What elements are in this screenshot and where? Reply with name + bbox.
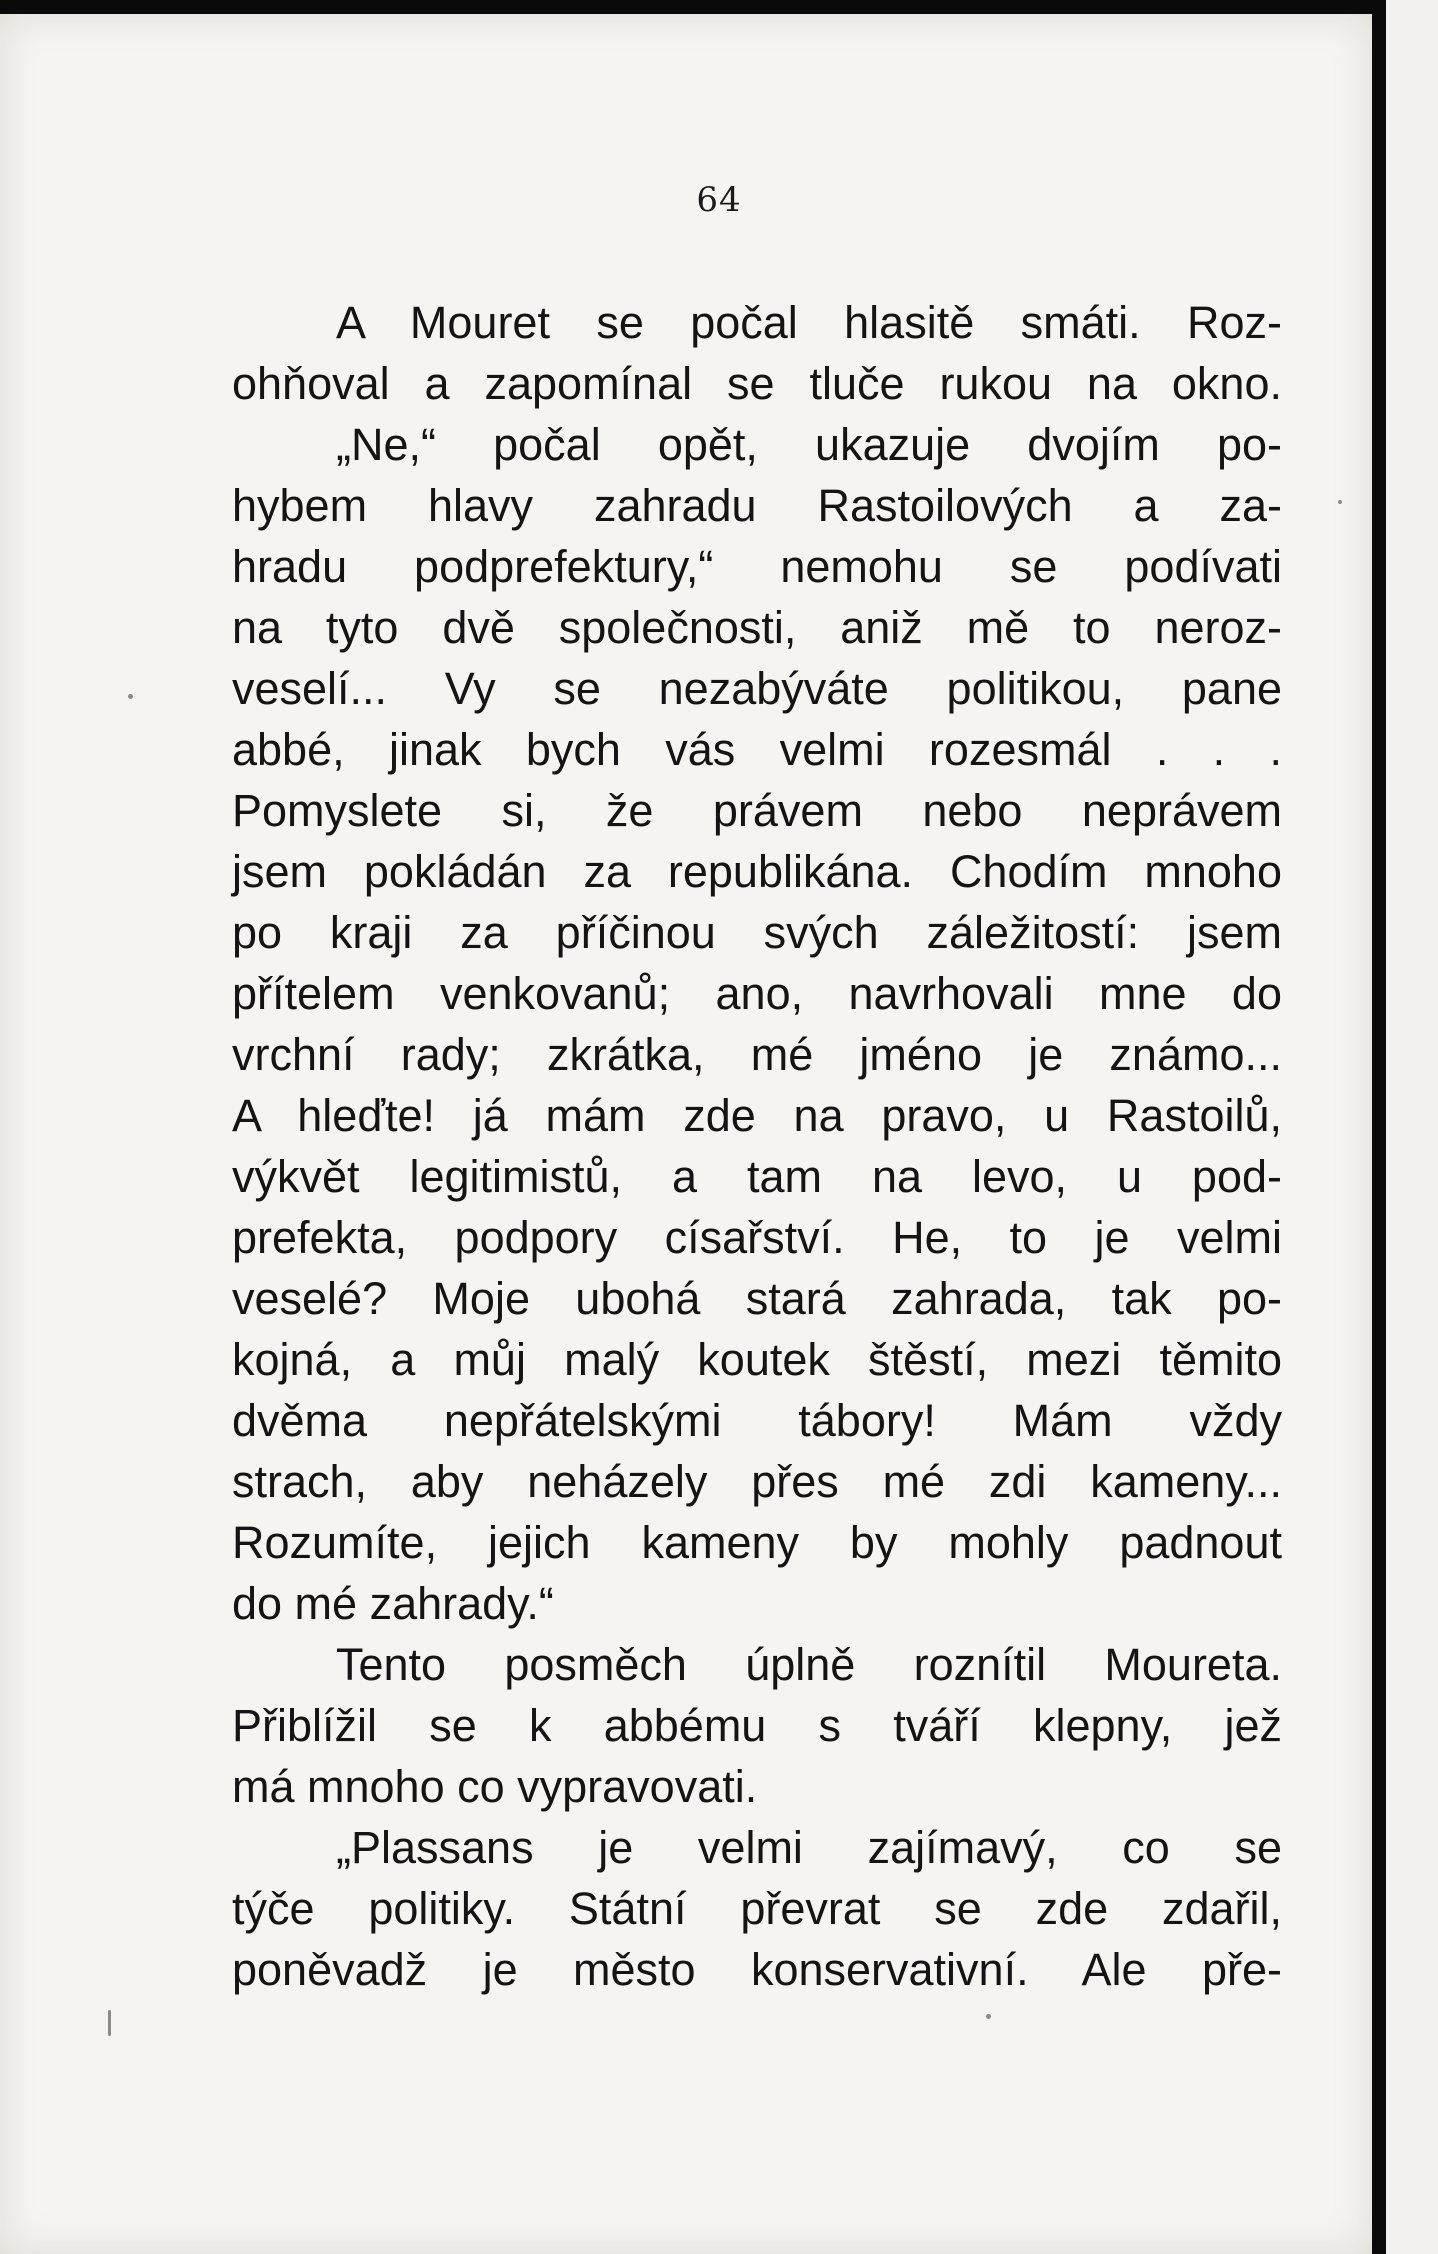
text-line: „Plassans je velmi zajímavý, co se <box>336 1822 1282 1873</box>
text-line: na tyto dvě společnosti, aniž mě to neroz- <box>232 602 1282 653</box>
binding-gutter <box>1372 0 1386 2254</box>
text-line: týče politiky. Státní převrat se zde zdařil, <box>232 1883 1282 1934</box>
text-line: abbé, jinak bych vás velmi rozesmál . . . <box>232 724 1282 775</box>
text-line: výkvět legitimistů, a tam na levo, u pod- <box>232 1151 1282 1202</box>
text-line: přítelem venkovanů; ano, navrhovali mne do <box>232 968 1282 1019</box>
text-line: veselí... Vy se nezabýváte politikou, pane <box>232 663 1282 714</box>
text-line: hradu podprefektury,“ nemohu se podívati <box>232 541 1282 592</box>
paper-speck <box>986 2014 991 2019</box>
text-line: Přiblížil se k abbému s tváří klepny, jež <box>232 1700 1282 1751</box>
text-line: A Mouret se počal hlasitě smáti. Roz- <box>336 297 1282 348</box>
text-line: veselé? Moje ubohá stará zahrada, tak po- <box>232 1273 1282 1324</box>
text-line: Pomyslete si, že právem nebo neprávem <box>232 785 1282 836</box>
text-line: poněvadž je město konservativní. Ale pře- <box>232 1944 1282 1995</box>
text-line: po kraji za příčinou svých záležitostí: jsem <box>232 907 1282 958</box>
text-line: má mnoho co vypravovati. <box>232 1761 758 1812</box>
text-line: kojná, a můj malý koutek štěstí, mezi těmito <box>232 1334 1282 1385</box>
paper-speck <box>1338 500 1342 504</box>
text-line: ohňoval a zapomínal se tluče rukou na okno. <box>232 358 1282 409</box>
paper-speck <box>108 2010 111 2036</box>
text-line: do mé zahrady.“ <box>232 1578 554 1629</box>
text-line: vrchní rady; zkrátka, mé jméno je známo... <box>232 1029 1282 1080</box>
text-line: dvěma nepřátelskými tábory! Mám vždy <box>232 1395 1282 1446</box>
text-line: jsem pokládán za republikána. Chodím mnoho <box>232 846 1282 897</box>
text-line: hybem hlavy zahradu Rastoilových a za- <box>232 480 1282 531</box>
text-line: strach, aby neházely přes mé zdi kameny... <box>232 1456 1282 1507</box>
text-line: „Ne,“ počal opět, ukazuje dvojím po- <box>336 419 1282 470</box>
text-line: Rozumíte, jejich kameny by mohly padnout <box>232 1517 1282 1568</box>
body-text <box>232 292 1282 2000</box>
text-line: prefekta, podpory císařství. He, to je velmi <box>232 1212 1282 1263</box>
text-line: Tento posměch úplně roznítil Moureta. <box>336 1639 1282 1690</box>
page-number: 64 <box>696 180 742 220</box>
adjacent-page-edge <box>1386 0 1438 2254</box>
paper-speck <box>128 694 133 699</box>
text-line: A hleďte! já mám zde na pravo, u Rastoilů, <box>232 1090 1282 1141</box>
